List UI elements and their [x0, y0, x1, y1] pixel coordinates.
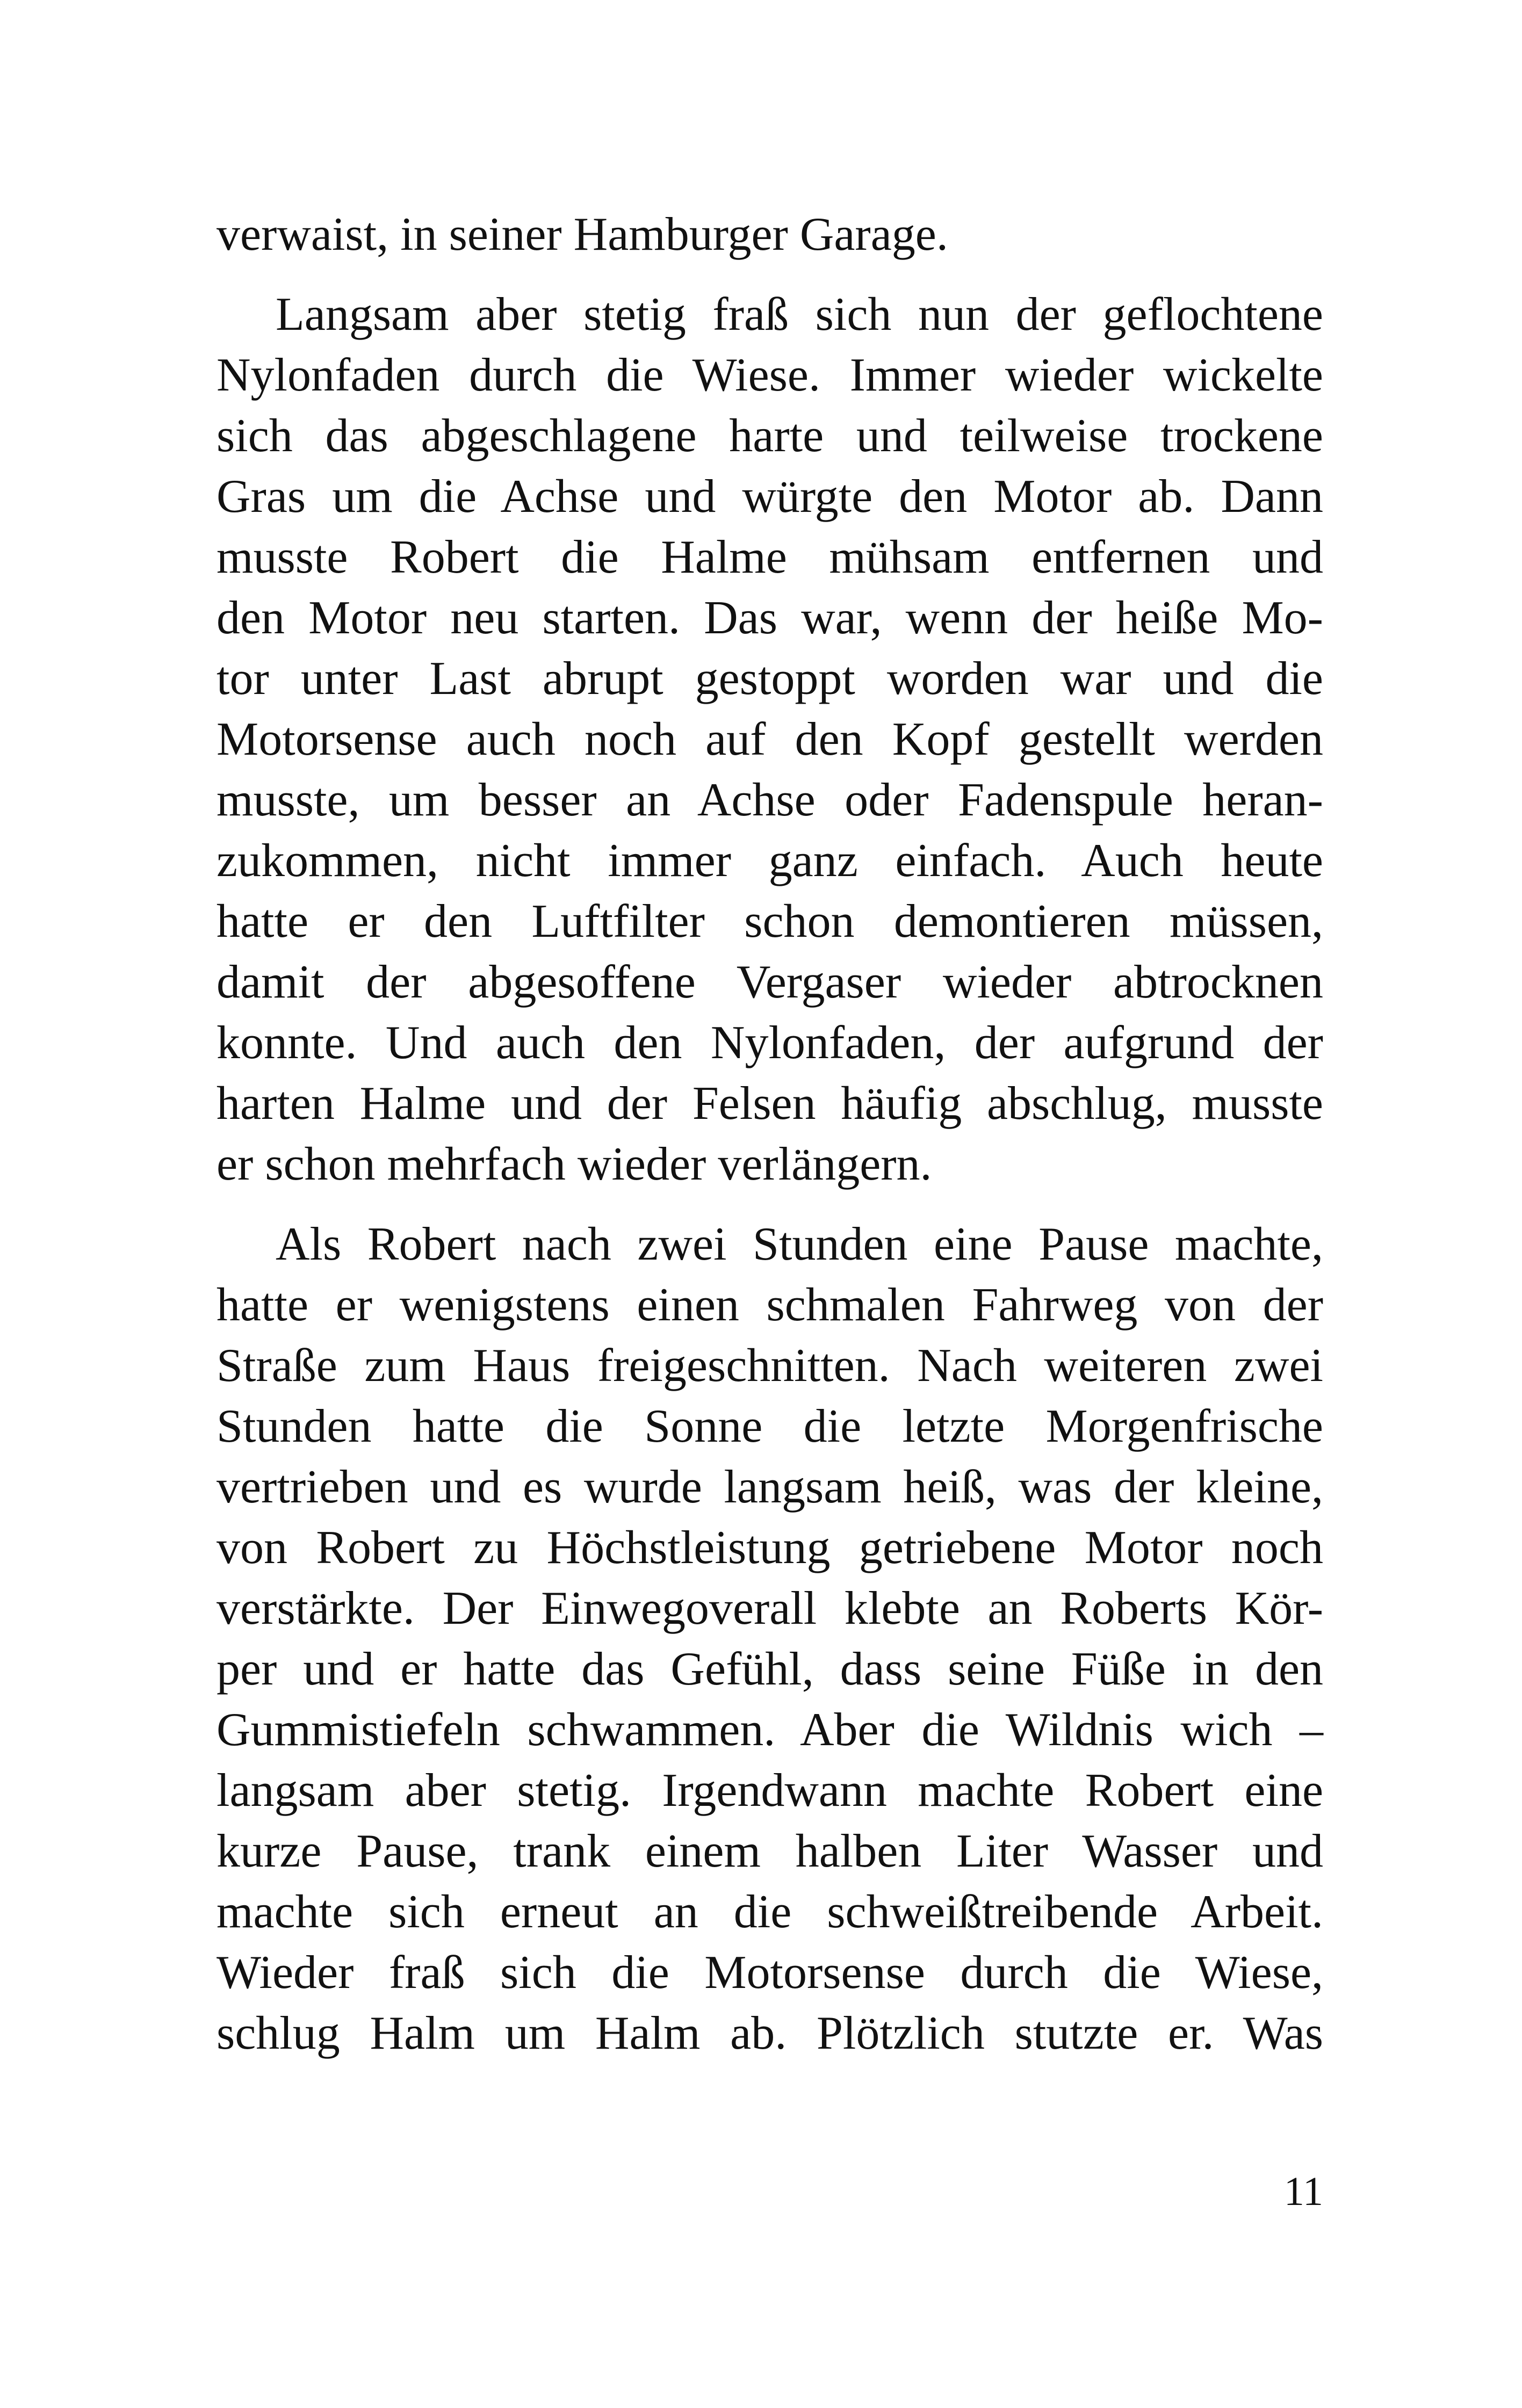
- text-line: von Robert zu Höchstleistung getriebene Motor noch: [217, 1522, 1323, 1574]
- text-line: verstärkte. Der Einwegoverall klebte an Roberts Kör-: [217, 1582, 1323, 1635]
- text-line: vertrieben und es wurde langsam heiß, was der kleine,: [217, 1461, 1323, 1513]
- text-line: Stunden hatte die Sonne die letzte Morgenfrische: [217, 1400, 1323, 1452]
- text-line: Gras um die Achse und würgte den Motor ab. Dann: [217, 471, 1323, 523]
- text-line: musste, um besser an Achse oder Fadenspule heran-: [217, 774, 1323, 826]
- paragraph-3: [217, 1214, 1323, 2064]
- text-line: Gummistiefeln schwammen. Aber die Wildnis wich –: [217, 1704, 1323, 1756]
- text-line: den Motor neu starten. Das war, wenn der heiße Mo-: [217, 592, 1323, 644]
- paragraph-spacing: [217, 265, 1323, 284]
- text-line: Nylonfaden durch die Wiese. Immer wieder wickelte: [217, 349, 1323, 401]
- text-line: zukommen, nicht immer ganz einfach. Auch heute: [217, 835, 1323, 887]
- text-line: Wieder fraß sich die Motorsense durch die Wiese,: [217, 1947, 1323, 1999]
- text-line: Straße zum Haus freigeschnitten. Nach weiteren zwei: [217, 1340, 1323, 1392]
- text-line: machte sich erneut an die schweißtreibende Arbeit.: [217, 1886, 1323, 1938]
- paragraph-2: [217, 284, 1323, 1195]
- text-line: musste Robert die Halme mühsam entfernen und: [217, 531, 1323, 583]
- paragraph-spacing: [217, 1195, 1323, 1214]
- paragraph-1: [217, 204, 1323, 265]
- text-line: langsam aber stetig. Irgendwann machte Robert eine: [217, 1765, 1323, 1817]
- text-line: hatte er den Luftfilter schon demontieren müssen,: [217, 895, 1323, 948]
- text-line: damit der abgesoffene Vergaser wieder abtrocknen: [217, 956, 1323, 1008]
- text-line: Als Robert nach zwei Stunden eine Pause machte,: [276, 1218, 1323, 1270]
- text-line: Motorsense auch noch auf den Kopf gestellt werden: [217, 713, 1323, 765]
- text-line: kurze Pause, trank einem halben Liter Wasser und: [217, 1825, 1323, 1877]
- text-line: hatte er wenigstens einen schmalen Fahrweg von der: [217, 1279, 1323, 1331]
- text-line: verwaist, in seiner Hamburger Garage.: [217, 208, 948, 261]
- text-line: er schon mehrfach wieder verlängern.: [217, 1138, 932, 1190]
- page-number: 11: [1283, 2169, 1323, 2214]
- text-line: per und er hatte das Gefühl, dass seine Füße in den: [217, 1643, 1323, 1695]
- text-line: schlug Halm um Halm ab. Plötzlich stutzte er. Was: [217, 2007, 1323, 2059]
- text-line: Langsam aber stetig fraß sich nun der geflochtene: [276, 288, 1323, 341]
- text-line: tor unter Last abrupt gestoppt worden war und die: [217, 653, 1323, 705]
- text-line: harten Halme und der Felsen häufig abschlug, musste: [217, 1078, 1323, 1130]
- text-line: konnte. Und auch den Nylonfaden, der aufgrund der: [217, 1017, 1323, 1069]
- text-line: sich das abgeschlagene harte und teilweise trockene: [217, 410, 1323, 462]
- body-text: [217, 204, 1323, 2064]
